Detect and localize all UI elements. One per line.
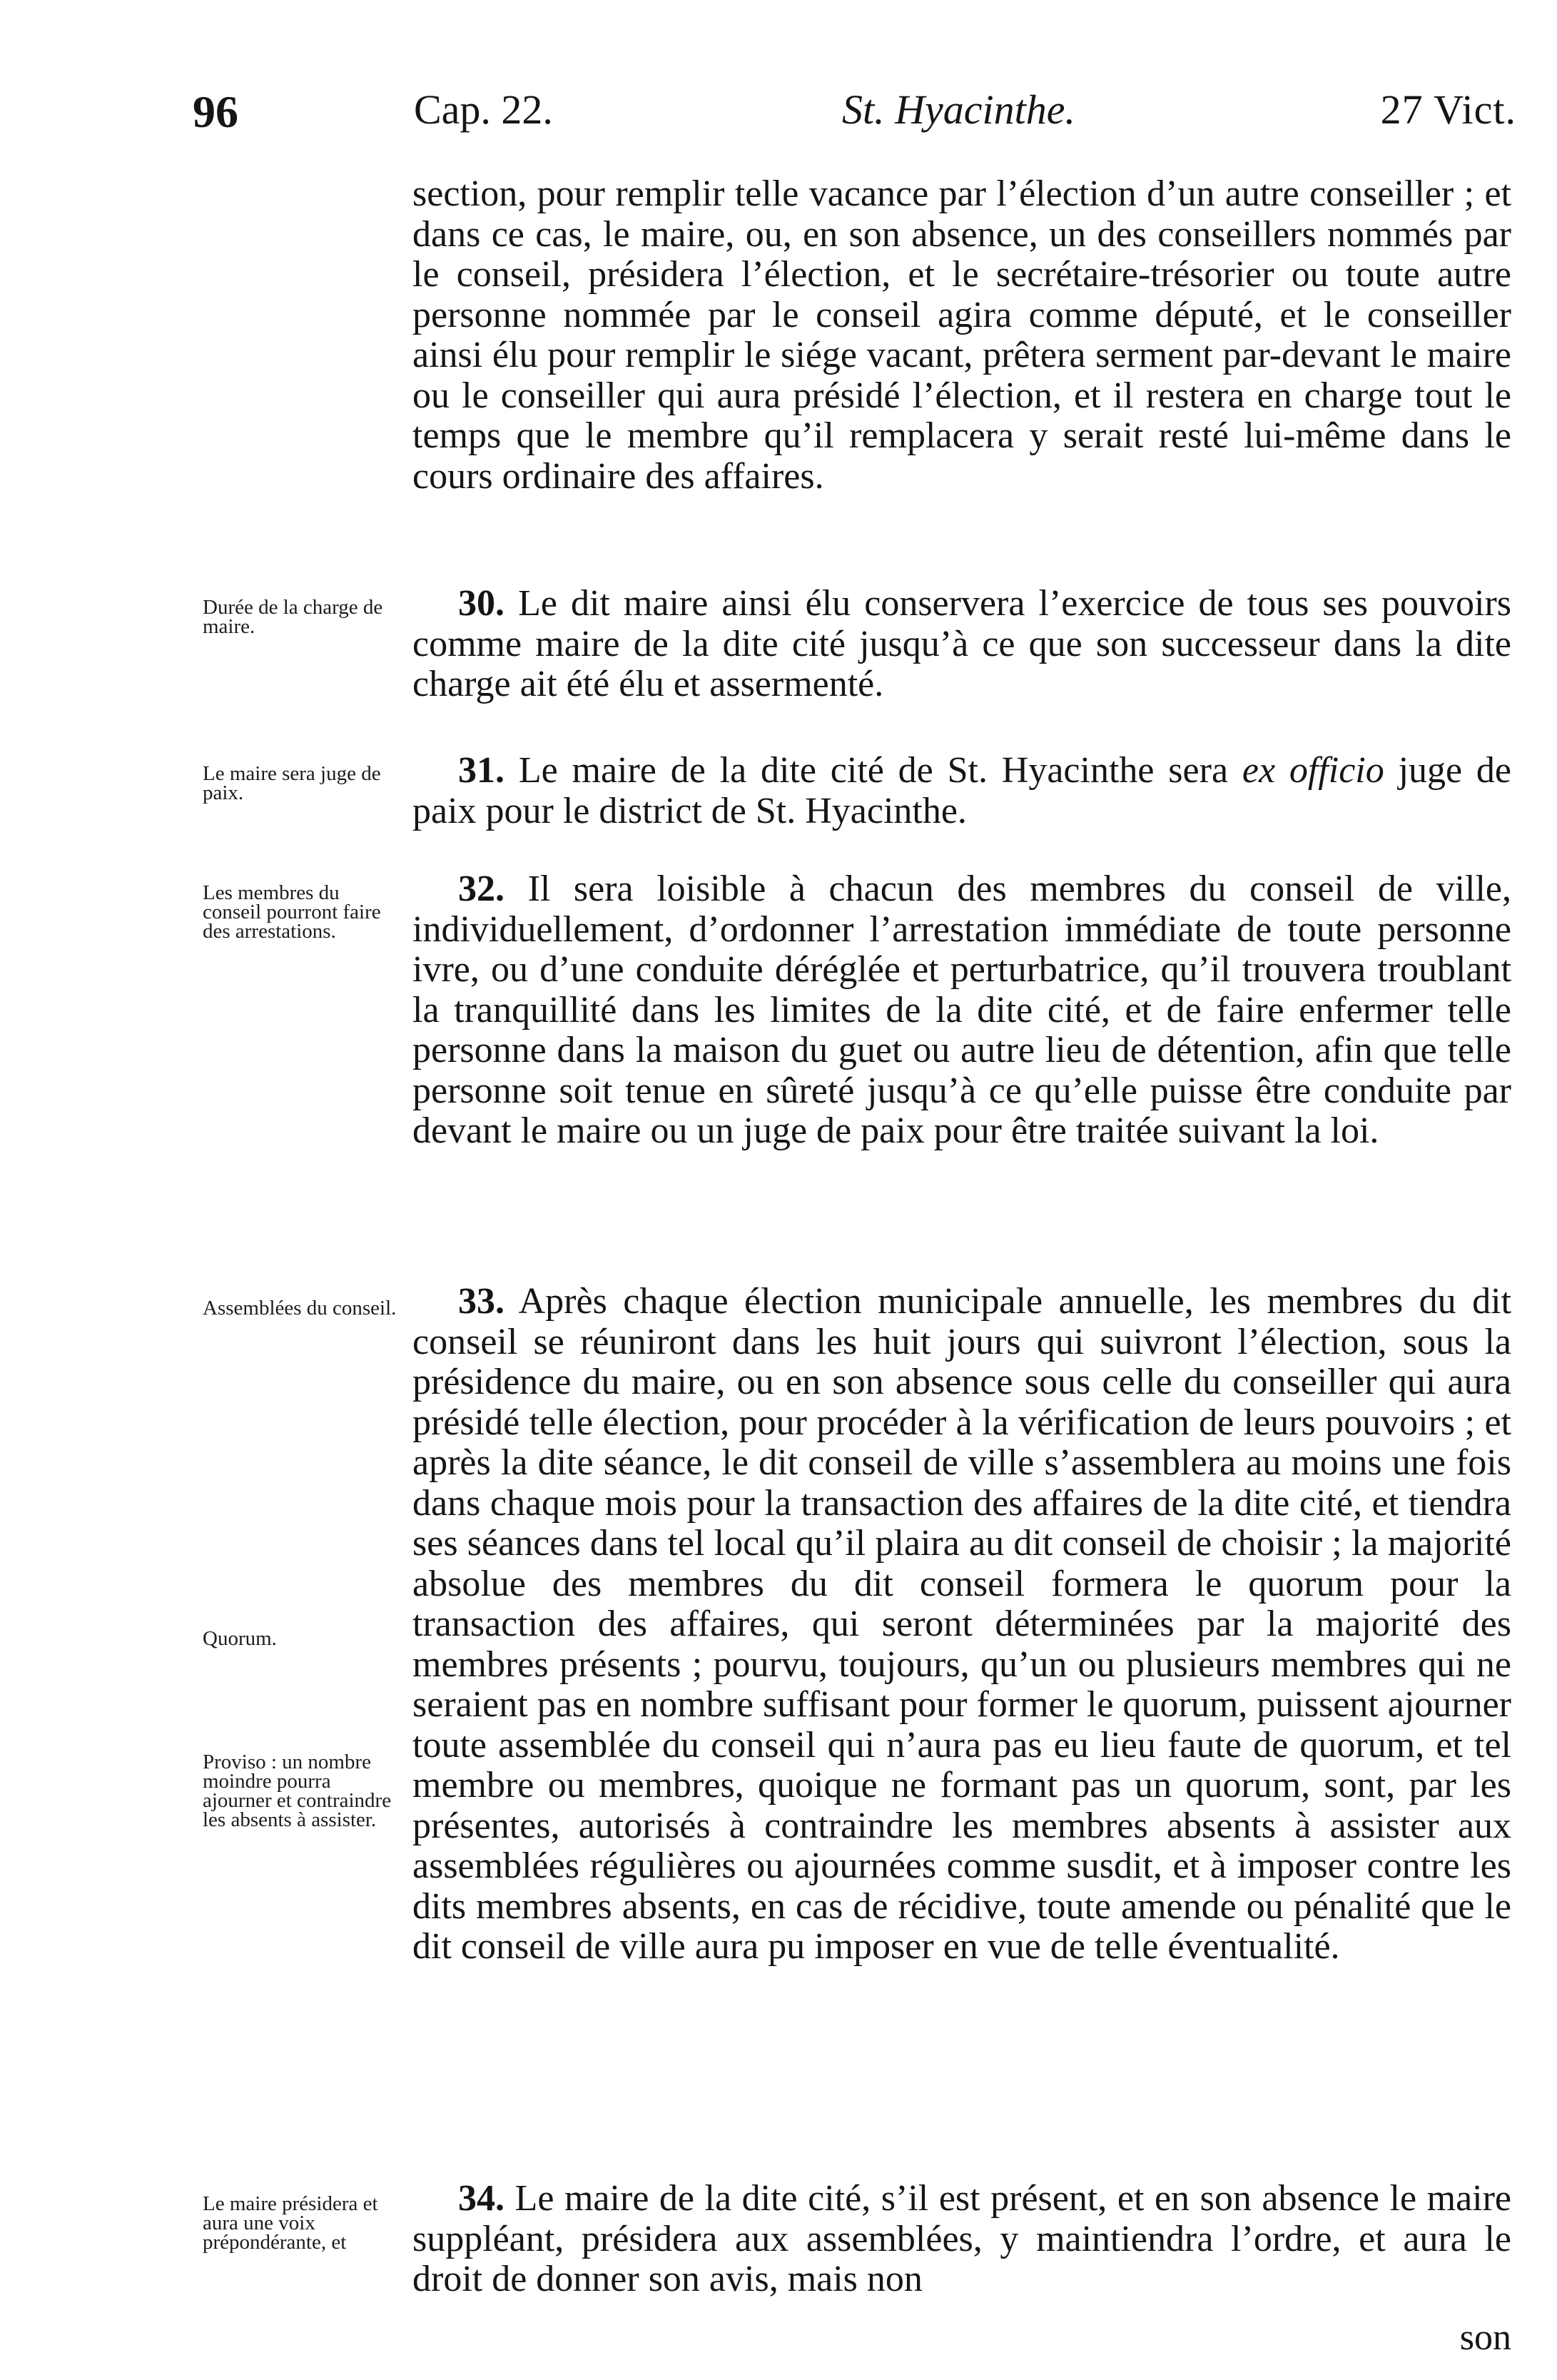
section-34 xyxy=(412,2179,1511,2300)
marginal-note-33: Assemblées du conseil. xyxy=(203,1297,397,1320)
section-30 xyxy=(412,584,1511,705)
marginal-note-31: Le maire sera juge de paix. xyxy=(203,762,381,804)
marginal-note-proviso: Proviso : un nombre moindre pourra ajourner et contraindre les absents à assister. xyxy=(203,1751,392,1831)
section-number: 34. xyxy=(458,2178,504,2219)
marginal-note-quorum: Quorum. xyxy=(203,1627,277,1650)
section-text: Le dit maire ainsi élu conservera l’exercice de tous ses pouvoirs comme maire de la dite cité jusqu’à ce que son successeur dans la dite charge ait été élu et assermenté. xyxy=(412,583,1511,704)
section-text: Le maire de la dite cité, s’il est présent, et en son absence le maire suppléant, présidera aux assemblées, y maintiendra l’ordre, et aura le droit de donner son avis, mais non xyxy=(412,2178,1511,2299)
section-number: 30. xyxy=(458,583,504,624)
section-text: Le maire de la dite cité de St. Hyacinthe sera xyxy=(504,750,1242,791)
section-text: Il sera loisible à chacun des membres du conseil de ville, individuellement, d’ordonner l’arrestation immédiate de toute personne ivre, ou d’une conduite déréglée et perturbatrice, qu’il trouvera troublant la tranquillité dans les limites de la dite cité, et de faire enfermer telle personne dans la maison du guet ou autre lieu de détention, afin que telle personne soit tenue en sûreté jusqu’à ce qu’elle puisse être conduite par devant le maire ou un juge de paix pour être traitée suivant la loi. xyxy=(412,869,1511,1151)
running-head xyxy=(193,86,1516,150)
catchword: son xyxy=(1459,2317,1511,2358)
section-number: 31. xyxy=(458,750,504,791)
ex-officio-term: ex officio xyxy=(1242,750,1384,791)
section-31 xyxy=(412,751,1511,831)
section-text: juge de paix pour le district de St. Hyacinthe. xyxy=(412,750,1512,831)
place-title: St. Hyacinthe. xyxy=(842,86,1075,133)
page-number: 96 xyxy=(193,86,238,137)
section-number: 32. xyxy=(458,869,504,909)
marginal-note-34: Le maire présidera et aura une voix prépondérante, et xyxy=(203,2192,378,2254)
chapter-label: Cap. 22. xyxy=(414,86,553,133)
section-33 xyxy=(412,1282,1511,1968)
section-number: 33. xyxy=(458,1281,504,1322)
paragraph-text: section, pour remplir telle vacance par l’élection d’un autre conseiller ; et dans ce cas, le maire, ou, en son absence, un des conseillers nommés par le conseil, présidera l’élection, et le secrétaire-trésorier ou toute autre personne nommée par le conseil agira comme député, et le conseiller ainsi élu pour remplir le siége vacant, prêtera serment par-devant le maire ou le conseiller qui aura présidé l’élection, et il restera en charge tout le temps que le membre qu’il remplacera y serait resté lui-même dans le cours ordinaire des affaires. xyxy=(412,173,1511,497)
section-32 xyxy=(412,869,1511,1152)
regnal-year: 27 Vict. xyxy=(1380,86,1516,133)
paragraph-continuation xyxy=(412,174,1511,497)
marginal-note-30: Durée de la charge de maire. xyxy=(203,596,383,638)
section-text: Après chaque élection municipale annuelle, les membres du dit conseil se réuniront dans les huit jours qui suivront l’élection, sous la présidence du maire, ou en son absence sous celle du conseiller qui aura présidé telle élection, pour procéder à la vérification de leurs pouvoirs ; et après la dite séance, le dit conseil de ville s’assemblera au moins une fois dans chaque mois pour la transaction des affaires de la dite cité, et tiendra ses séances dans tel local qu’il plaira au dit conseil de choisir ; la majorité absolue des membres du dit conseil formera le quorum pour la transaction des affaires, qui seront déterminées par la majorité des membres présents ; pourvu, toujours, qu’un ou plusieurs membres qui ne seraient pas en nombre suffisant pour former le quorum, puissent ajourner toute assemblée du conseil qui n’aura pas eu lieu faute de quorum, et tel membre ou membres, quoique ne formant pas un quorum, sont, par les présentes, autorisés à contraindre les membres absents à assister aux assemblées régulières ou ajournées comme susdit, et à imposer contre les dits membres absents, en cas de récidive, toute amende ou pénalité que le dit conseil de ville aura pu imposer en vue de telle éventualité. xyxy=(412,1281,1511,1967)
marginal-note-32: Les membres du conseil pourront faire des arrestations. xyxy=(203,881,381,943)
